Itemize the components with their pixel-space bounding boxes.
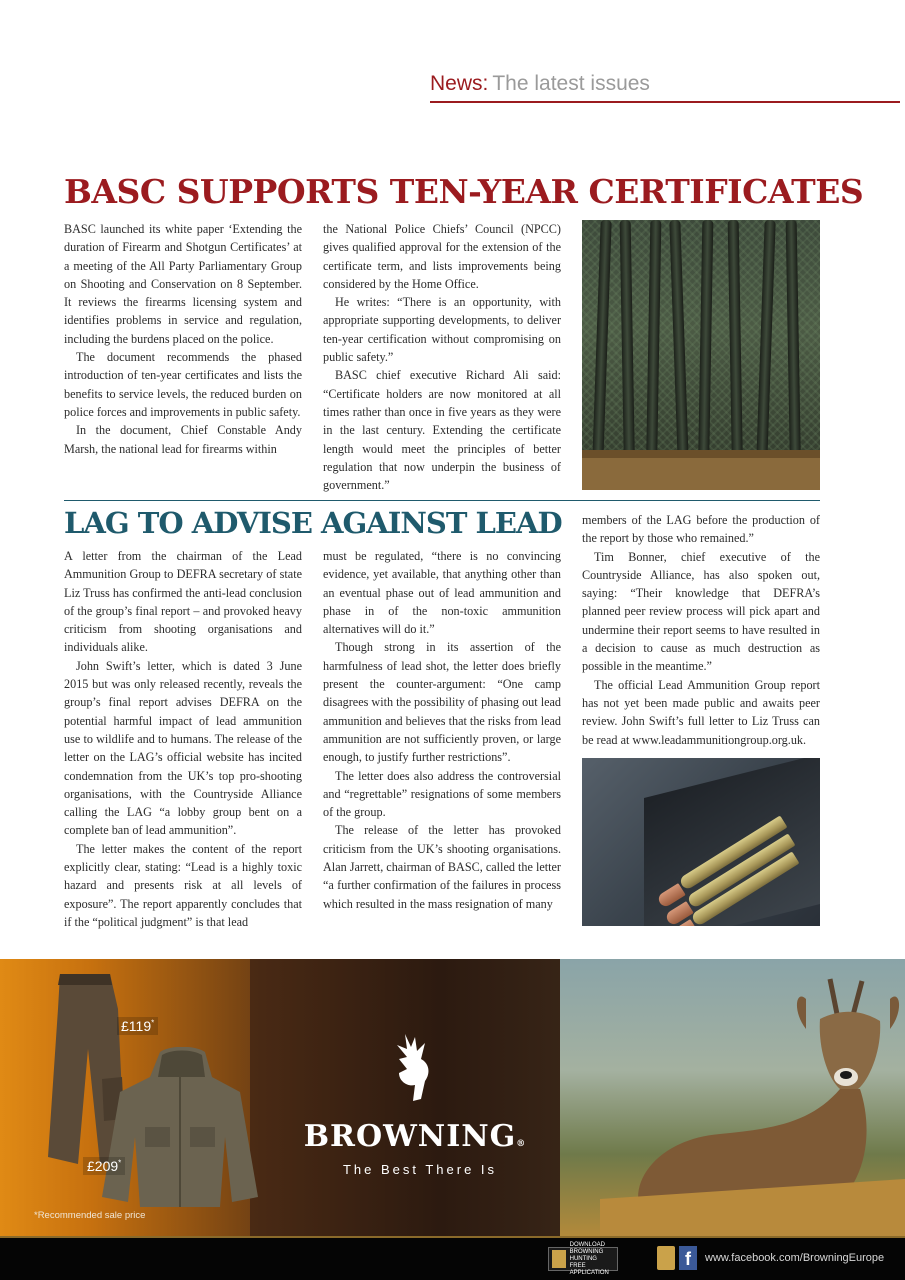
header-rule [430, 101, 900, 103]
article-2-paragraph: The release of the letter has provoked criticism from the UK’s shooting organisations. Alan Jarrett, chairman of BASC, called the letter “a further confirmation of the failures in process which resulted in the mass resignation of many [323, 823, 561, 911]
trousers-price: £119* [117, 1017, 158, 1035]
article-2-paragraph: The letter makes the content of the report explicitly clear, stating: “Lead is a highly toxic hazard and presents risk at all levels of exposure”. The report apparently concludes that if the “political judgment” is that lead [64, 841, 302, 929]
buck-mark-logo-icon [385, 1029, 435, 1104]
app-icon [552, 1250, 566, 1268]
jacket-image [100, 1047, 260, 1212]
article-2-column-3 [582, 511, 820, 749]
facebook-link[interactable] [657, 1245, 884, 1271]
article-divider [64, 500, 820, 501]
article-1-column-2 [323, 220, 561, 494]
article-2-column-2 [323, 547, 561, 913]
brand-tagline: The Best There Is [342, 1162, 498, 1177]
facebook-icon: f [679, 1246, 697, 1270]
article-2-column-1 [64, 547, 302, 931]
article-2-paragraph: The official Lead Ammunition Group report has not yet been made public and awaits peer review. John Swift’s full letter to Liz Truss can be read at www.leadammunitiongroup.org.uk. [582, 677, 820, 747]
article-1-paragraph: the National Police Chiefs’ Council (NPCC) gives qualified approval for the extension of the certificate term, and lists improvements being considered by the Home Office. [323, 222, 561, 291]
article-2-paragraph: members of the LAG before the production of the report by those who remained.” [582, 513, 820, 546]
article-2-paragraph: Though strong in its assertion of the harmfulness of lead shot, the letter does briefly present the counter-argument: “One camp disagrees with the possibility of phasing out lead ammunition and believes that the risks from lead ammunition are not sufficiently proven, or large enough, to justify further restrictions”. [323, 640, 561, 765]
section-subtitle: The latest issues [492, 72, 650, 95]
article-1-paragraph: He writes: “There is an opportunity, with appropriate supporting developments, to deliver ten-year certification without compromising on public safety.” [323, 295, 561, 365]
article-2-paragraph: Tim Bonner, chief executive of the Countryside Alliance, has also spoken out, saying: “Their knowledge that DEFRA’s planned peer review process will pick apart and undermine their report seems to have resulted in a decision to cause as much destruction as possible in the meantime.” [582, 549, 820, 674]
rifles-photo [582, 220, 820, 490]
download-app-badge[interactable]: DOWNLOAD BROWNING HUNTING FREE APPLICATION [548, 1247, 618, 1271]
article-1-paragraph: The document recommends the phased introduction of ten-year certificates and lists the benefits to service levels, the reduced burden on police forces and improvements in public safety. [64, 350, 302, 419]
jacket-price: £209* [83, 1157, 125, 1175]
roe-deer-image [600, 959, 905, 1238]
browning-mini-logo-icon [657, 1246, 675, 1270]
facebook-url[interactable]: www.facebook.com/BrowningEurope [705, 1252, 885, 1264]
article-2-paragraph: The letter does also address the controversial and “regrettable” resignations of some members of the group. [323, 768, 561, 820]
article-1-headline: BASC SUPPORTS TEN-YEAR CERTIFICATES [64, 172, 864, 211]
article-2-paragraph: must be regulated, “there is no convincing evidence, yet available, that anything other than an eventual phase out of lead ammunition and phase in of the non-toxic ammunition alternatives will do it.” [323, 549, 561, 637]
article-1-paragraph: BASC chief executive Richard Ali said: “Certificate holders are now monitored at all times rather than once in five years as they were in the last century. Extending the certificate length would meet the principles of better regulation that now underpin the business of government.” [323, 368, 561, 493]
article-1-paragraph: In the document, Chief Constable Andy Marsh, the national lead for firearms within [64, 423, 302, 456]
article-1-column-1 [64, 220, 302, 458]
section-label: News: [430, 72, 489, 95]
article-2-paragraph: A letter from the chairman of the Lead Ammunition Group to DEFRA secretary of state Liz Truss has confirmed the anti-lead conclusion of the group’s final report – and provoked heavy criticism from shooting organisations and individuals alike. [64, 549, 302, 655]
article-2-headline: LAG TO ADVISE AGAINST LEAD [64, 506, 562, 540]
browning-advertisement[interactable] [0, 959, 905, 1280]
article-1-paragraph: BASC launched its white paper ‘Extending the duration of Firearm and Shotgun Certificates’ at a meeting of the All Party Parliamentary Group on Shooting and Conservation on 8 September. It reviews the firearms licensing system and identifies problems in service and regulation, including the burdens placed on the police. [64, 222, 302, 346]
article-2-paragraph: John Swift’s letter, which is dated 3 June 2015 but was only released recently, reveals the group’s final report advises DEFRA on the potential harmful impact of lead ammunition use to wildlife and to humans. The release of the letter on the LAG’s official website has incited condemnation from the UK’s top pro-shooting organisations, with the Countryside Alliance calling the LAG “a lobby group bent on a complete ban of lead ammunition”. [64, 658, 302, 838]
section-header [430, 72, 900, 104]
recommended-price-note: *Recommended sale price [34, 1210, 146, 1221]
ammunition-photo [582, 758, 820, 926]
brand-name: BROWNING® [303, 1119, 527, 1154]
